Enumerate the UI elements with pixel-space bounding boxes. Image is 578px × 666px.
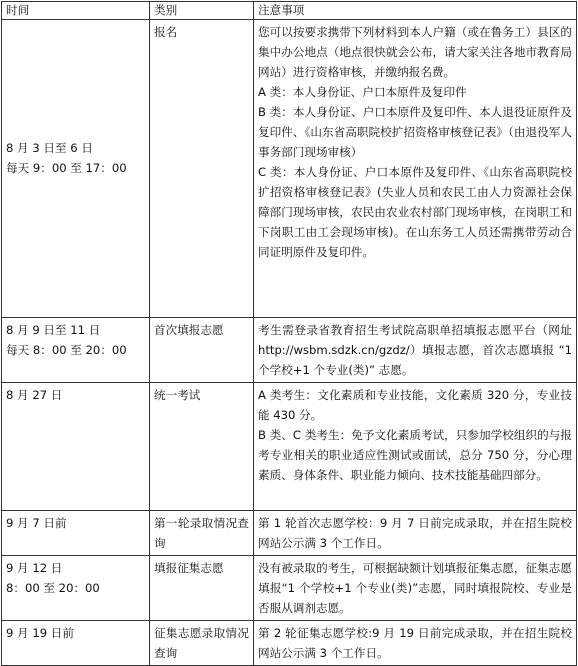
table-row [2, 556, 577, 621]
schedule-table-container [1, 1, 576, 666]
time-line: 每天 8：00 至 20：00 [6, 343, 127, 357]
time-cell [2, 556, 150, 621]
table-row [2, 383, 577, 511]
notes-cell [254, 556, 577, 621]
table-row [2, 621, 577, 666]
time-cell [2, 383, 150, 511]
note-line: 没有被录取的考生，可根据缺额计划填报征集志愿，征集志愿填报“1 个学校+1 个专业(类)”志愿，同时填报院校、专业是否服从调剂志愿。 [258, 561, 572, 615]
time-line: 8：00 至 20：00 [6, 581, 100, 595]
notes-cell [254, 621, 577, 666]
time-cell [2, 621, 150, 666]
header-row [2, 2, 577, 20]
schedule-table [1, 1, 577, 666]
time-line: 8 月 3 日至 6 日 [6, 141, 93, 155]
note-line: B 类：本人身份证、户口本原件及复印件、本人退役证原件及复印件、《山东省高职院校扩招资格审核登记表》（由退役军人事务部门现场审核） [258, 105, 572, 159]
category-cell: 第一轮录取情况查询 [150, 511, 254, 556]
time-line: 每天 9：00 至 17：00 [6, 161, 127, 175]
note-line: C 类：本人身份证、户口本原件及复印件、《山东省高职院校扩招资格审核登记表》(失业人员和农民工由人力资源社会保障部门现场审核，农民由农业农村部门现场审核，在岗职工和下岗职工由工会现场审核)。在山东务工人员还需携带劳动合同证明原件及复印件。 [258, 165, 572, 259]
notes-cell [254, 20, 577, 318]
note-line: B 类、C 类考生：免予文化素质考试，只参加学校组织的与报考专业相关的职业适应性测试或面试，总分 750 分，分心理素质、身体条件、职业能力倾向、技术技能基础四部分。 [258, 428, 572, 482]
header-time: 时间 [2, 2, 150, 20]
notes-cell [254, 511, 577, 556]
time-cell [2, 20, 150, 318]
notes-cell [254, 383, 577, 511]
category-cell: 征集志愿录取情况查询 [150, 621, 254, 666]
note-line: 考生需登录省教育招生考试院高职单招填报志愿平台（网址 http://wsbm.sdzk.cn/gzdz/）填报志愿，首次志愿填报 “1 个学校+1 个专业(类)” 志愿。 [258, 323, 576, 377]
header-category: 类别 [150, 2, 254, 20]
table-row [2, 20, 577, 318]
note-line: 第 2 轮征集志愿学校:9 月 19 日前完成录取，并在招生院校网站公示满 3 个工作日。 [258, 626, 572, 660]
time-line: 8 月 27 日 [6, 388, 63, 402]
notes-cell [254, 318, 577, 383]
time-line: 9 月 12 日 [6, 561, 63, 575]
category-cell: 填报征集志愿 [150, 556, 254, 621]
note-line: 第 1 轮首次志愿学校：9 月 7 日前完成录取，并在招生院校网站公示满 3 个工作日。 [258, 516, 572, 550]
table-row [2, 318, 577, 383]
category-cell: 统一考试 [150, 383, 254, 511]
time-line: 8 月 9 日至 11 日 [6, 323, 101, 337]
note-line: A 类考生：文化素质和专业技能，文化素质 320 分，专业技能 430 分。 [258, 388, 572, 422]
note-line: 您可以按要求携带下列材料到本人户籍（或在鲁务工）县区的集中办公地点（地点很快就会公布，请大家关注各地市教育局网站）进行资格审核，并缴纳报名费。 [258, 25, 572, 79]
category-cell: 首次填报志愿 [150, 318, 254, 383]
category-cell: 报名 [150, 20, 254, 318]
note-line: A 类：本人身份证、户口本原件及复印件 [258, 85, 467, 99]
time-cell [2, 511, 150, 556]
time-cell [2, 318, 150, 383]
time-line: 9 月 7 日前 [6, 516, 67, 530]
table-row [2, 511, 577, 556]
time-line: 9 月 19 日前 [6, 626, 74, 640]
header-notes: 注意事项 [254, 2, 577, 20]
